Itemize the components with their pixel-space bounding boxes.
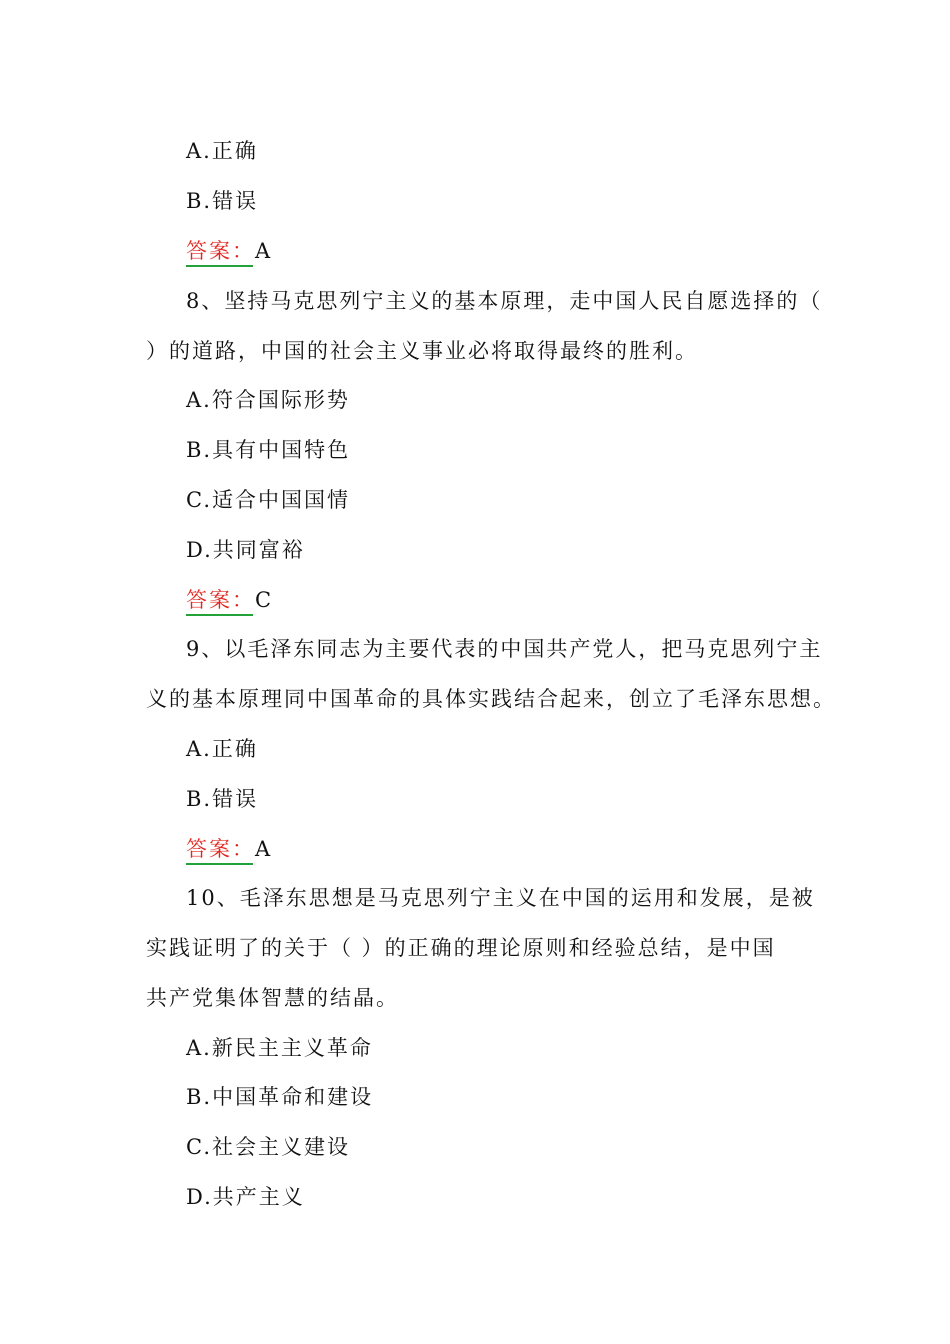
- q7-answer: [186, 236, 272, 266]
- q10-option-a: A.新民主主义革命: [186, 1036, 373, 1060]
- q9-text-line-1: 9、以毛泽东同志为主要代表的中国共产党人，把马克思列宁主: [186, 637, 823, 661]
- q9-text-line-2: 义的基本原理同中国革命的具体实践结合起来，创立了毛泽东思想。: [146, 687, 836, 711]
- q10-option-c: C.社会主义建设: [186, 1135, 350, 1159]
- q10-text-line-3: 共产党集体智慧的结晶。: [146, 986, 399, 1010]
- q8-answer: [186, 585, 273, 615]
- q8-option-c: C.适合中国国情: [186, 488, 350, 512]
- q8-option-b: B.具有中国特色: [186, 438, 351, 462]
- q8-answer-label: 答案：: [186, 585, 255, 615]
- q7-answer-value: A: [255, 239, 273, 263]
- q7-option-b: B.错误: [186, 189, 259, 213]
- q8-text-line-2: ）的道路，中国的社会主义事业必将取得最终的胜利。: [146, 339, 698, 363]
- q10-option-b: B.中国革命和建设: [186, 1085, 374, 1109]
- q8-option-d: D.共同富裕: [186, 538, 305, 562]
- q7-option-a: A.正确: [186, 139, 258, 163]
- q9-answer: [186, 834, 272, 864]
- q9-answer-value: A: [255, 837, 273, 861]
- q7-answer-label: 答案：: [186, 236, 255, 266]
- q9-option-b: B.错误: [186, 787, 259, 811]
- q10-option-d: D.共产主义: [186, 1185, 305, 1209]
- q9-option-a: A.正确: [186, 737, 258, 761]
- q8-option-a: A.符合国际形势: [186, 388, 350, 412]
- q8-answer-value: C: [255, 588, 274, 612]
- q10-text-line-2: 实践证明了的关于（ ）的正确的理论原则和经验总结，是中国: [146, 936, 776, 960]
- q8-text-line-1: 8、坚持马克思列宁主义的基本原理，走中国人民自愿选择的（: [186, 289, 823, 313]
- q10-text-line-1: 10、毛泽东思想是马克思列宁主义在中国的运用和发展，是被: [186, 886, 815, 910]
- q9-answer-label: 答案：: [186, 834, 255, 864]
